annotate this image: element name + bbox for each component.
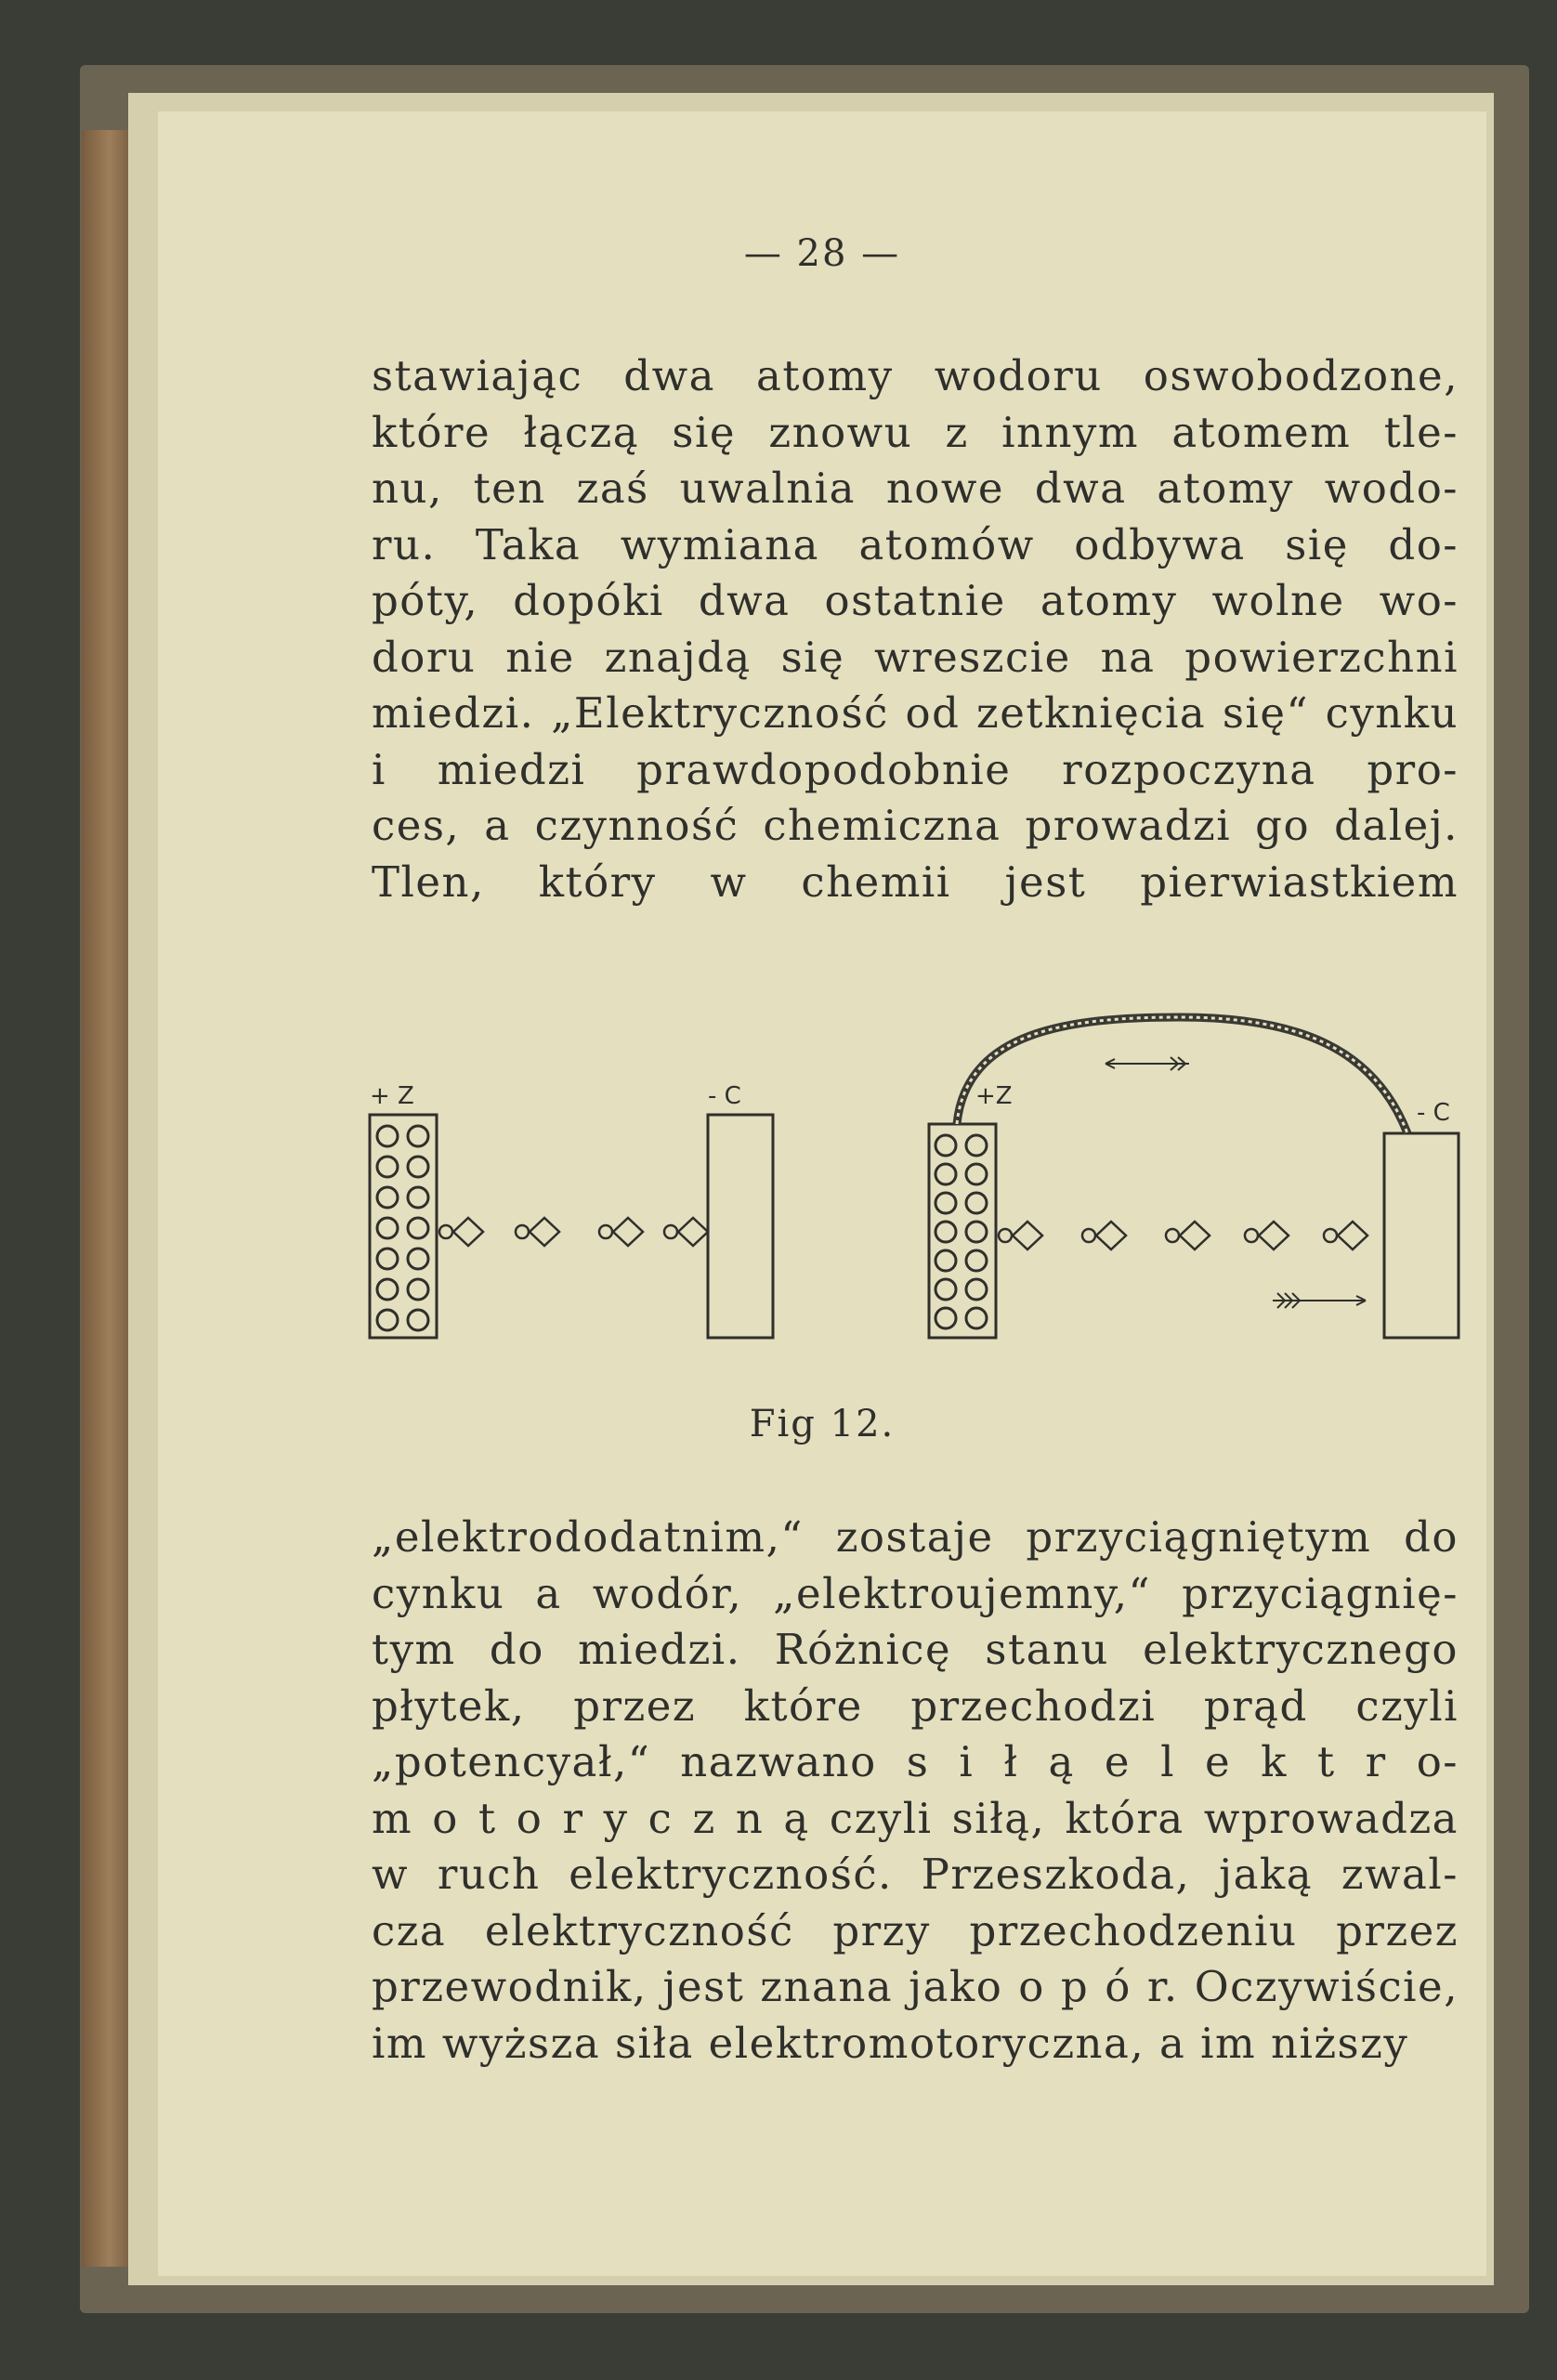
left-zinc-label: + Z	[370, 1082, 414, 1110]
text-line: cza elektryczność przy przechodzeniu przez	[372, 1905, 1459, 1955]
molecule-diamond	[1180, 1222, 1210, 1249]
current-arrow-bottom	[1273, 1293, 1366, 1308]
atom-circle	[936, 1279, 956, 1300]
molecule-diamond	[530, 1218, 559, 1246]
left-copper-label: - C	[708, 1082, 741, 1110]
atom-circle	[377, 1187, 398, 1208]
left-molecules	[439, 1218, 708, 1246]
text-line: stawiając dwa atomy wodoru oswobodzone,	[372, 351, 1459, 400]
text-line: nu, ten zaś uwalnia nowe dwa atomy wodo-	[372, 464, 1459, 513]
molecule-atom	[1324, 1229, 1337, 1242]
right-zinc-atoms	[936, 1135, 987, 1328]
atom-circle	[936, 1250, 956, 1271]
paragraph-top	[372, 348, 1459, 910]
atom-circle	[408, 1157, 428, 1177]
atom-circle	[408, 1126, 428, 1146]
text-line: Tlen, który w chemii jest pierwiastkiem	[372, 857, 1459, 907]
text-line: im wyższa siła elektromotoryczna, a im niższy	[372, 2018, 1409, 2068]
molecule-diamond	[613, 1218, 643, 1246]
left-zinc-atoms	[377, 1126, 428, 1330]
atom-circle	[408, 1218, 428, 1238]
text-line: które łączą się znowu z innym atomem tle-	[372, 407, 1459, 457]
atom-circle	[966, 1308, 987, 1328]
molecule-diamond	[1013, 1222, 1042, 1249]
molecule-atom	[664, 1225, 677, 1238]
text-line: „elektrododatnim,“ zostaje przyciągniętym do	[372, 1512, 1459, 1562]
molecule-diamond	[678, 1218, 708, 1246]
atom-circle	[936, 1193, 956, 1213]
right-zinc-label: +Z	[975, 1082, 1013, 1110]
atom-circle	[408, 1279, 428, 1300]
text-line: i miedzi prawdopodobnie rozpoczyna pro-	[372, 744, 1459, 794]
atom-circle	[966, 1135, 987, 1156]
molecule-atom	[1082, 1229, 1095, 1242]
text-line: miedzi. „Elektryczność od zetknięcia się“ cynku	[372, 688, 1459, 738]
atom-circle	[966, 1222, 987, 1242]
molecule-atom	[1245, 1229, 1258, 1242]
atom-circle	[936, 1222, 956, 1242]
atom-circle	[377, 1249, 398, 1269]
atom-circle	[408, 1249, 428, 1269]
text-line: płytek, przez które przechodzi prąd czyli	[372, 1680, 1459, 1731]
book-page	[158, 111, 1486, 2276]
text-line: tym do miedzi. Różnicę stanu elektrycznego	[372, 1625, 1459, 1674]
right-copper-plate	[1384, 1133, 1459, 1338]
text-line: póty, dopóki dwa ostatnie atomy wolne wo-	[372, 576, 1459, 625]
atom-circle	[377, 1157, 398, 1177]
text-line: m o t o r y c z n ą czyli siłą, która wprowadza	[372, 1793, 1459, 1843]
molecule-atom	[999, 1229, 1012, 1242]
atom-circle	[936, 1308, 956, 1328]
text-line: „potencyał,“ nazwano s i ł ą e l e k t r o-	[372, 1737, 1459, 1786]
text-line: cynku a wodór, „elektroujemny,“ przyciągnię-	[372, 1568, 1459, 1618]
atom-circle	[377, 1310, 398, 1330]
molecule-atom	[439, 1225, 452, 1238]
right-molecules	[999, 1222, 1367, 1249]
left-copper-plate	[708, 1115, 773, 1338]
connecting-wire	[957, 1017, 1407, 1133]
atom-circle	[966, 1193, 987, 1213]
molecule-atom	[1166, 1229, 1179, 1242]
atom-circle	[936, 1135, 956, 1156]
text-line: przewodnik, jest znana jako o p ó r. Oczywiście,	[372, 1962, 1459, 2011]
molecule-atom	[599, 1225, 612, 1238]
molecule-diamond	[453, 1218, 483, 1246]
text-line: ru. Taka wymiana atomów odbywa się do-	[372, 519, 1459, 569]
page-number: — 28 —	[743, 232, 901, 275]
molecule-diamond	[1338, 1222, 1367, 1249]
atom-circle	[377, 1218, 398, 1238]
atom-circle	[936, 1164, 956, 1184]
text-line: ces, a czynność chemiczna prowadzi go dalej.	[372, 801, 1459, 850]
atom-circle	[408, 1187, 428, 1208]
atom-circle	[377, 1126, 398, 1146]
molecule-diamond	[1096, 1222, 1126, 1249]
text-line: doru nie znajdą się wreszcie na powierzchni	[372, 632, 1459, 682]
right-copper-label: - C	[1417, 1099, 1450, 1127]
atom-circle	[408, 1310, 428, 1330]
left-zinc-plate	[370, 1115, 437, 1338]
atom-circle	[966, 1250, 987, 1271]
atom-circle	[377, 1279, 398, 1300]
figure-caption: Fig 12.	[749, 1403, 896, 1445]
paragraph-bottom	[372, 1510, 1459, 2072]
current-arrow-top	[1106, 1057, 1189, 1070]
text-line: w ruch elektryczność. Przeszkoda, jaką zwal-	[372, 1850, 1459, 1899]
molecule-diamond	[1259, 1222, 1289, 1249]
figure-12-diagram	[362, 994, 1486, 1458]
molecule-atom	[516, 1225, 529, 1238]
atom-circle	[966, 1164, 987, 1184]
atom-circle	[966, 1279, 987, 1300]
